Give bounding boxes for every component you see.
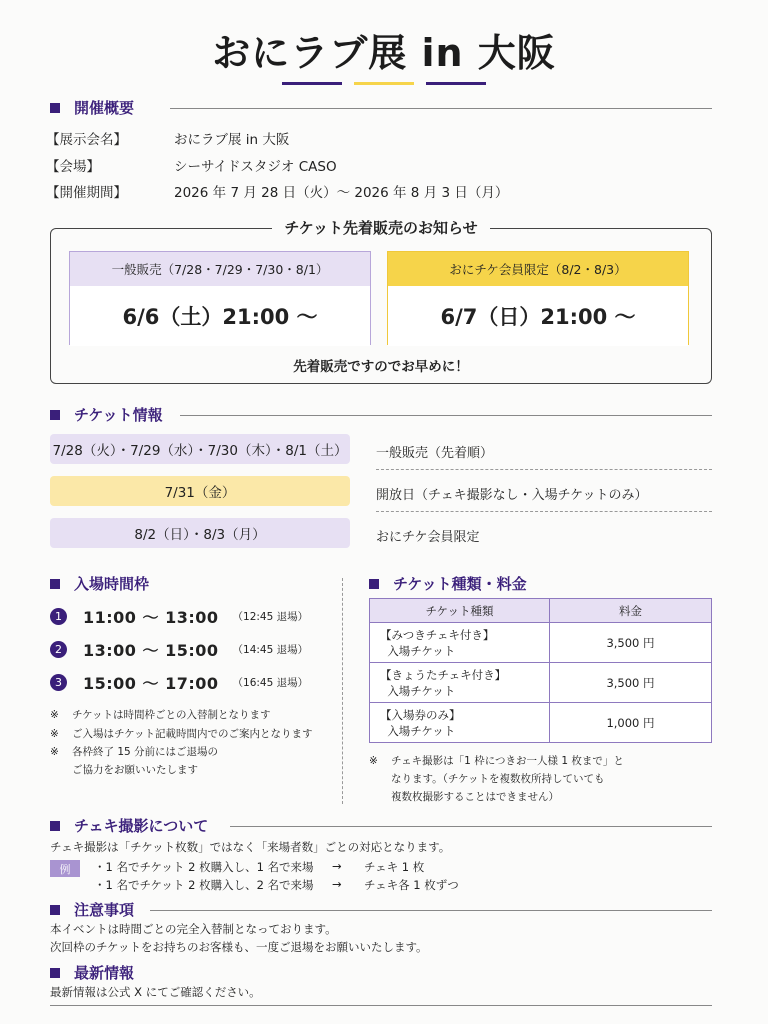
member-sale-card	[387, 251, 689, 345]
price-note-cont: 複数枚撮影することはできません）	[391, 791, 559, 803]
price-note-cont: なります。（チケットを複数枚所持していても	[391, 773, 605, 785]
section-time-slots	[50, 573, 330, 594]
table-row	[370, 663, 712, 703]
example-case: ・1 名でチケット 2 枚購入し、2 名で来場	[94, 878, 314, 892]
time-slot	[50, 638, 308, 661]
section-overview	[50, 97, 712, 118]
divider	[150, 910, 712, 911]
note-mark: ※	[369, 755, 378, 767]
table-row	[370, 623, 712, 663]
bullet-square-icon	[369, 579, 379, 589]
type-sub: 入場チケット	[387, 683, 456, 698]
bullet-square-icon	[50, 410, 60, 420]
ticket-type	[370, 663, 550, 703]
info-value: シーサイドスタジオ CASO	[174, 159, 337, 175]
caution-line: 次回枠のチケットをお持ちのお客様も、一度ご退場をお願いいたします。	[50, 940, 428, 954]
section-heading: チケット情報	[74, 406, 163, 424]
example-line	[94, 877, 459, 893]
bottom-divider	[50, 1005, 712, 1006]
info-key: 【開催期間】	[46, 185, 127, 201]
slot-note	[50, 706, 271, 724]
section-heading: チケット種類・料金	[393, 575, 527, 593]
slot-time: 13:00 ～ 15:00	[83, 641, 219, 660]
general-sale-header: 一般販売（7/28・7/29・7/30・8/1）	[70, 252, 370, 286]
ticket-price: 3,500 円	[550, 663, 712, 703]
date-pill-member: 8/2（日）・8/3（月）	[50, 518, 350, 548]
bullet-square-icon	[50, 905, 60, 915]
info-row	[46, 128, 289, 148]
arrow-icon: →	[332, 859, 342, 873]
sale-announcement-box	[50, 219, 712, 384]
slot-exit: （16:45 退場）	[232, 677, 309, 689]
slot-exit: （12:45 退場）	[232, 611, 309, 623]
general-sale-card	[69, 251, 371, 345]
page-title: おにラブ展 in 大阪	[212, 31, 556, 75]
slot-note-cont: ご協力をお願いいたします	[72, 764, 198, 776]
date-desc: おにチケ会員限定	[376, 530, 480, 545]
member-sale-header: おにチケ会員限定（8/2・8/3）	[388, 252, 688, 286]
note-mark: ※	[50, 746, 59, 758]
caution-line: 本イベントは時間ごとの完全入替制となっております。	[50, 922, 337, 936]
bullet-square-icon	[50, 821, 60, 831]
note-text: ご入場はチケット記載時間内でのご案内となります	[72, 728, 313, 740]
bullet-square-icon	[50, 579, 60, 589]
bullet-square-icon	[50, 968, 60, 978]
slot-time: 15:00 ～ 17:00	[83, 674, 219, 693]
cheki-text: チェキ撮影は「チケット枚数」ではなく「来場者数」ごとの対応となります。	[50, 840, 451, 854]
bullet-square-icon	[50, 103, 60, 113]
arrow-icon: →	[332, 877, 342, 891]
divider	[170, 108, 712, 109]
column-divider	[342, 578, 343, 804]
section-latest	[50, 962, 712, 983]
ticket-price: 1,000 円	[550, 703, 712, 743]
section-heading: チェキ撮影について	[74, 817, 209, 835]
section-ticket-info	[50, 404, 712, 425]
note-mark: ※	[50, 709, 59, 721]
note-text: チケットは時間枠ごとの入替制となります	[72, 709, 271, 721]
sale-title: チケット先着販売のお知らせ	[272, 219, 489, 237]
title-underline	[0, 82, 768, 85]
example-result: チェキ各 1 枚ずつ	[364, 878, 459, 892]
info-value: 2026 年 7 月 28 日（火）～ 2026 年 8 月 3 日（月）	[174, 185, 509, 201]
type-name: 【きょうたチェキ付き】	[380, 667, 507, 682]
latest-text: 最新情報は公式 X にてご確認ください。	[50, 985, 261, 999]
info-value: おにラブ展 in 大阪	[174, 132, 290, 148]
slot-number-icon: 3	[50, 674, 67, 691]
example-result: チェキ 1 枚	[364, 860, 425, 874]
sale-footer: 先着販売ですのでお早めに！	[293, 359, 469, 375]
slot-number-icon: 2	[50, 641, 67, 658]
date-desc: 一般販売（先着順）	[376, 442, 712, 470]
price-note	[369, 752, 624, 770]
ticket-type	[370, 623, 550, 663]
member-sale-date: 6/7（日）21:00 ～	[388, 286, 688, 346]
time-slot	[50, 605, 308, 628]
general-sale-date: 6/6（土）21:00 ～	[70, 286, 370, 346]
price-table	[369, 598, 712, 743]
slot-number-icon: 1	[50, 608, 67, 625]
example-badge: 例	[50, 860, 80, 877]
underline-purple-2	[426, 82, 486, 85]
example-case: ・1 名でチケット 2 枚購入し、1 名で来場	[94, 860, 314, 874]
slot-exit: （14:45 退場）	[232, 644, 309, 656]
slot-note	[50, 725, 313, 743]
section-cheki	[50, 815, 712, 836]
note-text: 各枠終了 15 分前にはご退場の	[72, 746, 219, 758]
section-prices	[369, 573, 712, 594]
time-slot	[50, 671, 308, 694]
note-mark: ※	[50, 728, 59, 740]
section-caution	[50, 899, 712, 920]
slot-note	[50, 743, 218, 761]
section-heading: 開催概要	[74, 99, 135, 117]
divider	[230, 826, 712, 827]
table-row	[370, 703, 712, 743]
ticket-type	[370, 703, 550, 743]
info-key: 【展示会名】	[46, 132, 127, 148]
example-line	[94, 859, 424, 875]
section-heading: 入場時間枠	[74, 575, 150, 593]
section-heading: 最新情報	[74, 964, 135, 982]
date-pill-open: 7/31（金）	[50, 476, 350, 506]
date-desc: 開放日（チェキ撮影なし・入場チケットのみ）	[376, 484, 712, 512]
type-name: 【入場券のみ】	[380, 707, 461, 722]
type-name: 【みつきチェキ付き】	[380, 627, 495, 642]
info-row	[46, 155, 337, 175]
col-header-type: チケット種類	[370, 599, 550, 623]
section-heading: 注意事項	[74, 901, 135, 919]
type-sub: 入場チケット	[387, 723, 456, 738]
info-row	[46, 181, 508, 201]
type-sub: 入場チケット	[387, 643, 456, 658]
date-pill-general: 7/28（火）・7/29（水）・7/30（木）・8/1（土）	[50, 434, 350, 464]
underline-purple	[282, 82, 342, 85]
divider	[180, 415, 712, 416]
slot-time: 11:00 ～ 13:00	[83, 608, 219, 627]
ticket-price: 3,500 円	[550, 623, 712, 663]
note-text: チェキ撮影は「1 枠につきお一人様 1 枚まで」と	[391, 755, 624, 767]
underline-yellow	[354, 82, 414, 85]
info-key: 【会場】	[46, 159, 100, 175]
col-header-price: 料金	[550, 599, 712, 623]
